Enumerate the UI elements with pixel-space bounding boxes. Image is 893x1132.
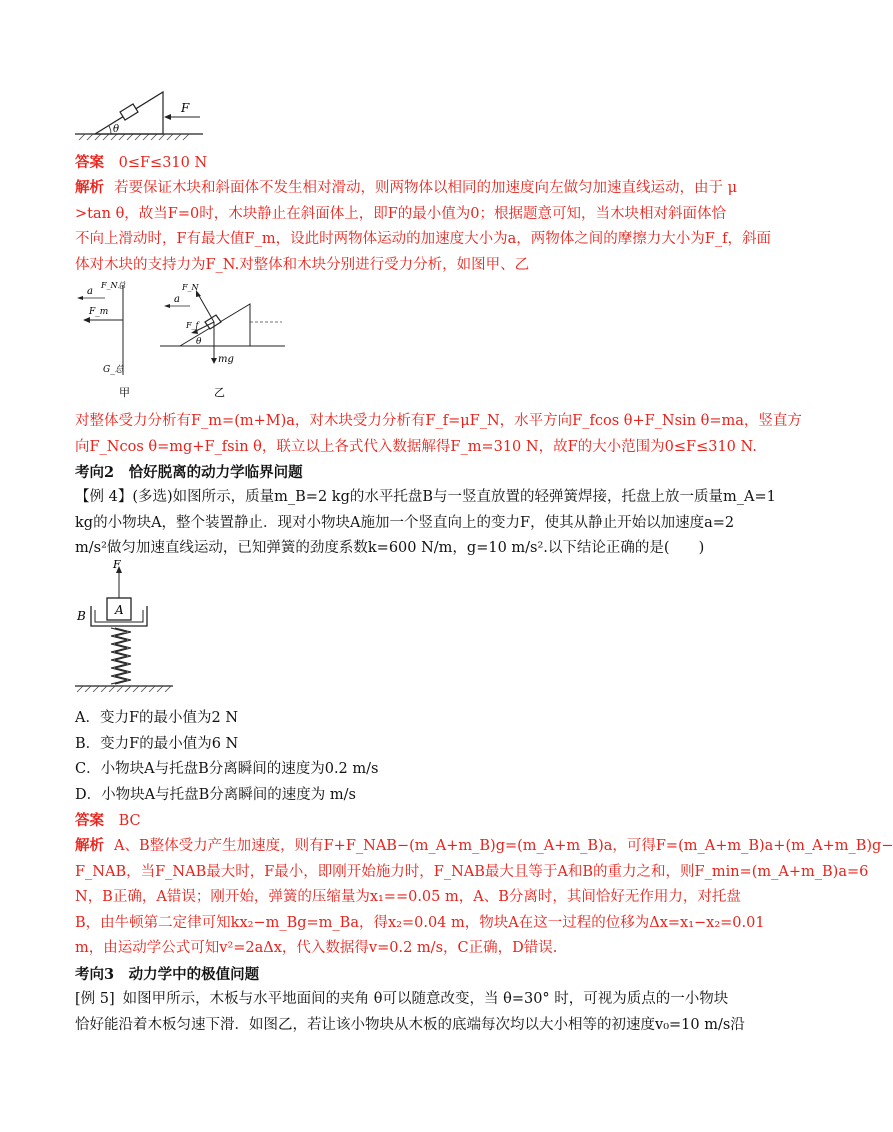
example-4-tag: 【例 4】	[75, 489, 133, 505]
spring-block-a-label: A	[115, 603, 124, 617]
example-4-line-3: m/s²做匀加速直线运动，已知弹簧的劲度系数k=600 N/m，g=10 m/s².以下结论正确的是( )	[75, 540, 705, 556]
example-4-line-1: (多选)如图所示，质量m_B=2 kg的水平托盘B与一竖直放置的轻弹簧焊接，托盘上放一质量m_A=1	[132, 489, 776, 505]
section-2-title: 考向2 恰好脱离的动力学临界问题	[75, 464, 303, 481]
example-5-line-1: 如图甲所示，木板与水平地面间的夹角 θ可以随意改变，当 θ=30° 时，可视为质点的一小物块	[122, 991, 729, 1007]
top-theta-label: θ	[113, 124, 120, 135]
answer-1	[75, 150, 727, 177]
analysis-1-line-3: 不向上滑动时，F有最大值F_m，设此时两物体运动的加速度大小为a，两物体之间的摩擦力大小为F_f，斜面	[75, 231, 771, 247]
analysis-1-label: 解析	[75, 179, 104, 196]
analysis-2-line-4: B，由牛顿第二定律可知kx₂−m_Bg=m_Ba，得x₂=0.04 m，物块A在这一过程的位移为Δx=x₁−x₂=0.01	[75, 914, 765, 931]
free-body-diagram-yi	[160, 280, 290, 400]
spring-force-label: F	[113, 558, 121, 571]
options-list	[75, 706, 727, 808]
yi-fn-label: F_N	[182, 283, 199, 292]
yi-theta-label: θ	[196, 337, 202, 347]
option-a: A．变力F的最小值为2 N	[75, 710, 239, 726]
analysis-1-line-5: 对整体受力分析有F_m=(m+M)a，对木块受力分析有F_f=μF_N，水平方向F_fcos θ+F_Nsin θ=ma，竖直方	[75, 413, 802, 429]
yi-caption: 乙	[214, 386, 225, 399]
answer-2	[75, 808, 727, 835]
answer-2-label: 答案	[75, 812, 104, 829]
analysis-1-line-2: >tan θ，故当F=0时，木块静止在斜面体上，即F的最小值为0；根据题意可知，当木块相对斜面体恰	[75, 205, 727, 222]
jia-fn-label: F_N总	[101, 281, 126, 290]
answer-2-text: BC	[118, 813, 141, 829]
free-body-diagram-jia	[75, 280, 145, 400]
jia-fm-label: F_m	[89, 307, 109, 317]
top-force-label: F	[181, 101, 190, 115]
example-4	[75, 485, 776, 562]
yi-ff-label: F_f	[186, 321, 199, 330]
jia-a-label: a	[87, 286, 93, 297]
incline-figure	[75, 88, 205, 140]
spring-tray-figure	[75, 560, 175, 700]
jia-caption: 甲	[119, 386, 130, 399]
analysis-2-line-1: A、B整体受力产生加速度，则有F+F_NAB−(m_A+m_B)g=(m_A+m_B)a，可得F=(m_A+m_B)a+(m_A+m_B)g−	[114, 838, 893, 854]
example-5	[75, 987, 745, 1038]
analysis-1-line-6: 向F_Ncos θ=mg+F_fsin θ，联立以上各式代入数据解得F_m=310 N，故F的大小范围为0≤F≤310 N.	[75, 438, 757, 455]
yi-a-label: a	[174, 294, 180, 305]
option-b: B．变力F的最小值为6 N	[75, 735, 239, 752]
option-c: C．小物块A与托盘B分离瞬间的速度为0.2 m/s	[75, 761, 379, 777]
example-4-line-2: kg的小物块A，整个装置静止．现对小物块A施加一个竖直向上的变力F，使其从静止开始以加速度a=2	[75, 514, 735, 531]
answer-1-text: 0≤F≤310 N	[118, 155, 208, 171]
analysis-2-line-2: F_NAB，当F_NAB最大时，F最小，即刚开始施力时，F_NAB最大且等于A和B的重力之和，则F_min=(m_A+m_B)a=6	[75, 863, 869, 880]
answer-1-label: 答案	[75, 154, 104, 171]
analysis-1	[75, 175, 771, 278]
analysis-1-line-4: 体对木块的支持力为F_N.对整体和木块分别进行受力分析，如图甲、乙	[75, 256, 530, 273]
section-3-title: 考向3 动力学中的极值问题	[75, 966, 260, 983]
analysis-2-label: 解析	[75, 837, 104, 854]
jia-g-label: G_总	[103, 365, 124, 375]
analysis-2	[75, 833, 893, 962]
analysis-2-line-5: m，由运动学公式可知v²=2aΔx，代入数据得v=0.2 m/s，C正确，D错误.	[75, 940, 558, 956]
spring-tray-b-label: B	[77, 609, 86, 623]
analysis-1-continued	[75, 409, 802, 460]
option-d: D．小物块A与托盘B分离瞬间的速度为 m/s	[75, 786, 356, 803]
analysis-1-line-1: 若要保证木块和斜面体不发生相对滑动，则两物体以相同的加速度向左做匀加速直线运动，由于 μ	[114, 180, 738, 196]
example-5-tag: [例 5]	[75, 991, 115, 1007]
yi-mg-label: mg	[218, 354, 234, 365]
analysis-2-line-3: N，B正确，A错误；刚开始，弹簧的压缩量为x₁==0.05 m，A、B分离时，其间恰好无作用力，对托盘	[75, 889, 741, 905]
example-5-line-2: 恰好能沿着木板匀速下滑．如图乙，若让该小物块从木板的底端每次均以大小相等的初速度v₀=10 m/s沿	[75, 1016, 745, 1033]
